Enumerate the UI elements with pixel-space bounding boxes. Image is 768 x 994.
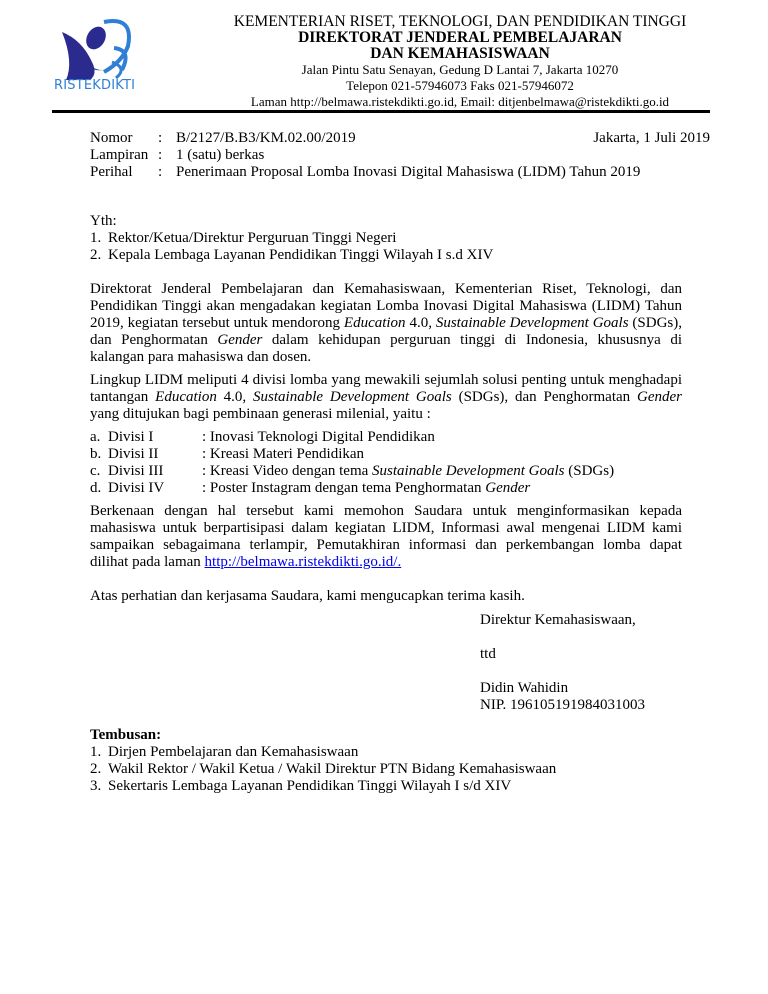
- closing-text: Atas perhatian dan kerjasama Saudara, kami mengucapkan terima kasih.: [90, 588, 525, 604]
- division-list: [90, 429, 682, 497]
- web-email: Laman http://belmawa.ristekdikti.go.id, Email: ditjenbelmawa@ristekdikti.go.id: [250, 94, 670, 109]
- address: Jalan Pintu Satu Senayan, Gedung D Lantai 7, Jakarta 10270: [301, 62, 619, 77]
- perihal-row: [90, 164, 710, 181]
- paragraph-request: Berkenaan dengan hal tersebut kami memohon Saudara untuk menginformasikan kepada mahasiswa untuk berpartisipasi dalam kegiatan LIDM, Informasi awal mengenai LIDM kami sampaikan sebagaimana terlampir, Pemutakhiran informasi dan perkembangan lomba dapat dilihat pada laman http://belmawa.ristekdikti.go.id/.: [90, 503, 682, 570]
- colon: :: [158, 164, 163, 180]
- cc-item: 3. Sekertaris Lembaga Layanan Pendidikan Tinggi Wilayah I s/d XIV: [90, 778, 512, 794]
- division-item: a. Divisi I : Inovasi Teknologi Digital Pendidikan: [90, 429, 435, 445]
- lampiran-value: 1 (satu) berkas: [176, 147, 265, 163]
- signer-name: Didin Wahidin: [480, 680, 569, 696]
- nomor-value: B/2127/B.B3/KM.02.00/2019: [176, 130, 356, 146]
- directorate-line1: DIREKTORAT JENDERAL PEMBELAJARAN: [298, 29, 622, 46]
- salutation: Yth:: [90, 213, 117, 229]
- phone-fax: Telepon 021-57946073 Faks 021-57946072: [346, 78, 574, 93]
- paragraph-intro: Direktorat Jenderal Pembelajaran dan Kemahasiswaan, Kementerian Riset, Teknologi, dan Pendidikan Tinggi akan mengadakan kegiatan Lomba Inovasi Digital Mahasiswa (LIDM) Tahun 2019, kegiatan tersebut untuk mendorong Education 4.0, Sustainable Development Goals (SDGs), dan Penghormatan Gender dalam kehidupan perguruan tinggi di Indonesia, khususnya di kalangan para mahasiswa dan dosen.: [90, 281, 683, 365]
- recipient-item: 1. Rektor/Ketua/Direktur Perguruan Tinggi Negeri: [90, 230, 397, 246]
- ristekdikti-logo: [52, 12, 144, 102]
- signer-nip: NIP. 196105191984031003: [480, 697, 646, 713]
- signed-mark: ttd: [480, 646, 496, 662]
- cc-item: 2. Wakil Rektor / Wakil Ketua / Wakil Direktur PTN Bidang Kemahasiswaan: [90, 761, 557, 777]
- lampiran-label: Lampiran: [90, 147, 149, 163]
- signer-title: Direktur Kemahasiswaan,: [480, 612, 636, 628]
- letter-meta: [90, 130, 710, 181]
- division-item: d. Divisi IV : Poster Instagram dengan tema Penghormatan Gender: [90, 480, 531, 496]
- cc-title: Tembusan:: [90, 727, 162, 743]
- colon: :: [158, 130, 163, 146]
- lampiran-row: [90, 147, 710, 164]
- recipient-item: 2. Kepala Lembaga Layanan Pendidikan Tinggi Wilayah I s.d XIV: [90, 247, 494, 263]
- letter-date: Jakarta, 1 Juli 2019: [593, 130, 710, 146]
- ministry-name: KEMENTERIAN RISET, TEKNOLOGI, DAN PENDIDIKAN TINGGI: [233, 13, 687, 30]
- nomor-row: [90, 130, 710, 147]
- directorate-line2: DAN KEMAHASISWAAN: [370, 45, 550, 62]
- carbon-copy: [90, 727, 556, 795]
- nomor-label: Nomor: [90, 130, 133, 146]
- perihal-value: Penerimaan Proposal Lomba Inovasi Digital Mahasiswa (LIDM) Tahun 2019: [176, 164, 641, 180]
- paragraph-scope: Lingkup LIDM meliputi 4 divisi lomba yang mewakili sejumlah solusi penting untuk menghadapi tantangan Education 4.0, Sustainable Development Goals (SDGs), dan Penghormatan Gender yang ditujukan bagi pembinaan generasi milenial, yaitu :: [90, 372, 683, 422]
- perihal-label: Perihal: [90, 164, 133, 180]
- cc-item: 1. Dirjen Pembelajaran dan Kemahasiswaan: [90, 744, 359, 760]
- letterhead: [200, 14, 720, 110]
- belmawa-link[interactable]: http://belmawa.ristekdikti.go.id/.: [204, 554, 402, 570]
- logo-text: RISTEKDIKTI: [54, 78, 136, 93]
- division-item: c. Divisi III : Kreasi Video dengan tema Sustainable Development Goals (SDGs): [90, 463, 615, 479]
- letterhead-rule: [52, 110, 710, 113]
- signature-block: [480, 612, 645, 714]
- colon: :: [158, 147, 163, 163]
- letter-body: [90, 213, 682, 605]
- division-item: b. Divisi II : Kreasi Materi Pendidikan: [90, 446, 365, 462]
